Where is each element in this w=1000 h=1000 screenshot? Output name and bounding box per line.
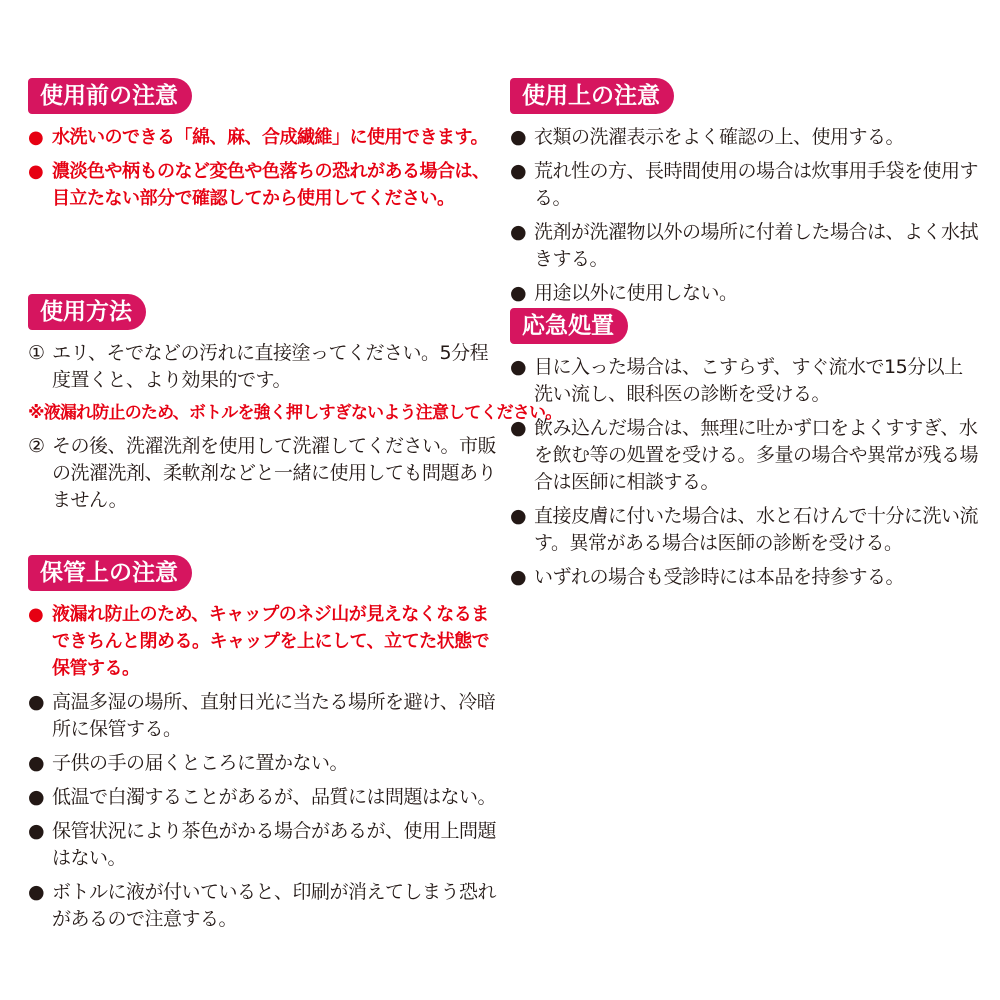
list-item (28, 433, 498, 514)
section-heading: 使用前の注意 (28, 78, 192, 114)
list-item (28, 124, 498, 151)
list-item (510, 415, 980, 496)
bullet-icon: ● (510, 282, 527, 304)
bullet-icon: ● (510, 356, 527, 378)
bullet-icon: ● (28, 127, 44, 148)
bullet-icon: ● (510, 505, 527, 527)
bullet-icon: ● (28, 604, 44, 625)
bullet-icon: ● (28, 820, 45, 842)
item-text: その後、洗濯洗剤を使用して洗濯してください。市販の洗濯洗剤、柔軟剤などと一緒に使用しても問題ありません。 (52, 435, 497, 511)
bullet-icon: ● (28, 161, 44, 182)
bullet-icon: ● (510, 566, 527, 588)
list-item (28, 158, 498, 212)
bullet-icon: ● (510, 160, 527, 182)
section-precautions (510, 78, 980, 314)
item-text: 高温多湿の場所、直射日光に当たる場所を避け、冷暗所に保管する。 (52, 691, 496, 740)
item-text: 飲み込んだ場合は、無理に吐かず口をよくすすぎ、水を飲む等の処置を受ける。多量の場合や異常が残る場合は医師に相談する。 (534, 417, 979, 493)
section-heading: 応急処置 (510, 308, 628, 344)
item-text: 液漏れ防止のため、キャップのネジ山が見えなくなるまできちんと閉める。キャップを上にして、立てた状態で保管する。 (52, 604, 490, 679)
list-item (28, 879, 498, 933)
item-text: 濃淡色や柄ものなど変色や色落ちの恐れがある場合は、目立たない部分で確認してから使用してください。 (52, 161, 490, 209)
item-text: ボトルに液が付いていると、印刷が消えてしまう恐れがあるので注意する。 (52, 881, 497, 930)
bullet-icon: ● (510, 126, 527, 148)
list-item (28, 818, 498, 872)
item-text: 保管状況により茶色がかる場合があるが、使用上問題はない。 (52, 820, 497, 869)
bullet-icon: ● (28, 691, 45, 713)
list-item (510, 564, 980, 591)
section-first-aid (510, 308, 980, 598)
item-text: いずれの場合も受診時には本品を持参する。 (534, 566, 905, 588)
list-item (510, 354, 980, 408)
bullet-icon: ● (28, 786, 45, 808)
item-text: 低温で白濁することがあるが、品質には問題はない。 (52, 786, 497, 808)
item-text: 用途以外に使用しない。 (534, 282, 738, 304)
number-badge: ② (28, 435, 45, 457)
list-item (510, 280, 980, 307)
item-text: 目に入った場合は、こすらず、すぐ流水で15分以上洗い流し、眼科医の診断を受ける。 (534, 356, 963, 405)
list-item (28, 689, 498, 743)
section-heading: 使用上の注意 (510, 78, 674, 114)
list-item (510, 219, 980, 273)
bullet-icon: ● (510, 417, 527, 439)
list-item (510, 124, 980, 151)
item-text: 衣類の洗濯表示をよく確認の上、使用する。 (534, 126, 905, 148)
warning-note: ※液漏れ防止のため、ボトルを強く押しすぎないよう注意してください。 (28, 403, 562, 423)
section-how-to-use (28, 294, 562, 521)
number-badge: ① (28, 342, 45, 364)
section-heading: 保管上の注意 (28, 555, 192, 591)
list-item (28, 601, 498, 682)
item-text: 水洗いのできる「綿、麻、合成繊維」に使用できます。 (52, 127, 489, 148)
list-item (28, 340, 498, 394)
section-heading: 使用方法 (28, 294, 146, 330)
list-item (510, 503, 980, 557)
list-item (28, 750, 498, 777)
item-text: 荒れ性の方、長時間使用の場合は炊事用手袋を使用する。 (534, 160, 979, 209)
bullet-icon: ● (28, 752, 45, 774)
list-item (510, 158, 980, 212)
section-before-use (28, 78, 498, 219)
item-text: 直接皮膚に付いた場合は、水と石けんで十分に洗い流す。異常がある場合は医師の診断を受ける。 (534, 505, 979, 554)
list-item (28, 784, 498, 811)
item-text: 洗剤が洗濯物以外の場所に付着した場合は、よく水拭きする。 (534, 221, 979, 270)
item-text: 子供の手の届くところに置かない。 (52, 752, 349, 774)
item-text: エリ、そでなどの汚れに直接塗ってください。5分程度置くと、より効果的です。 (52, 342, 489, 391)
section-storage (28, 555, 498, 940)
bullet-icon: ● (28, 881, 45, 903)
bullet-icon: ● (510, 221, 527, 243)
